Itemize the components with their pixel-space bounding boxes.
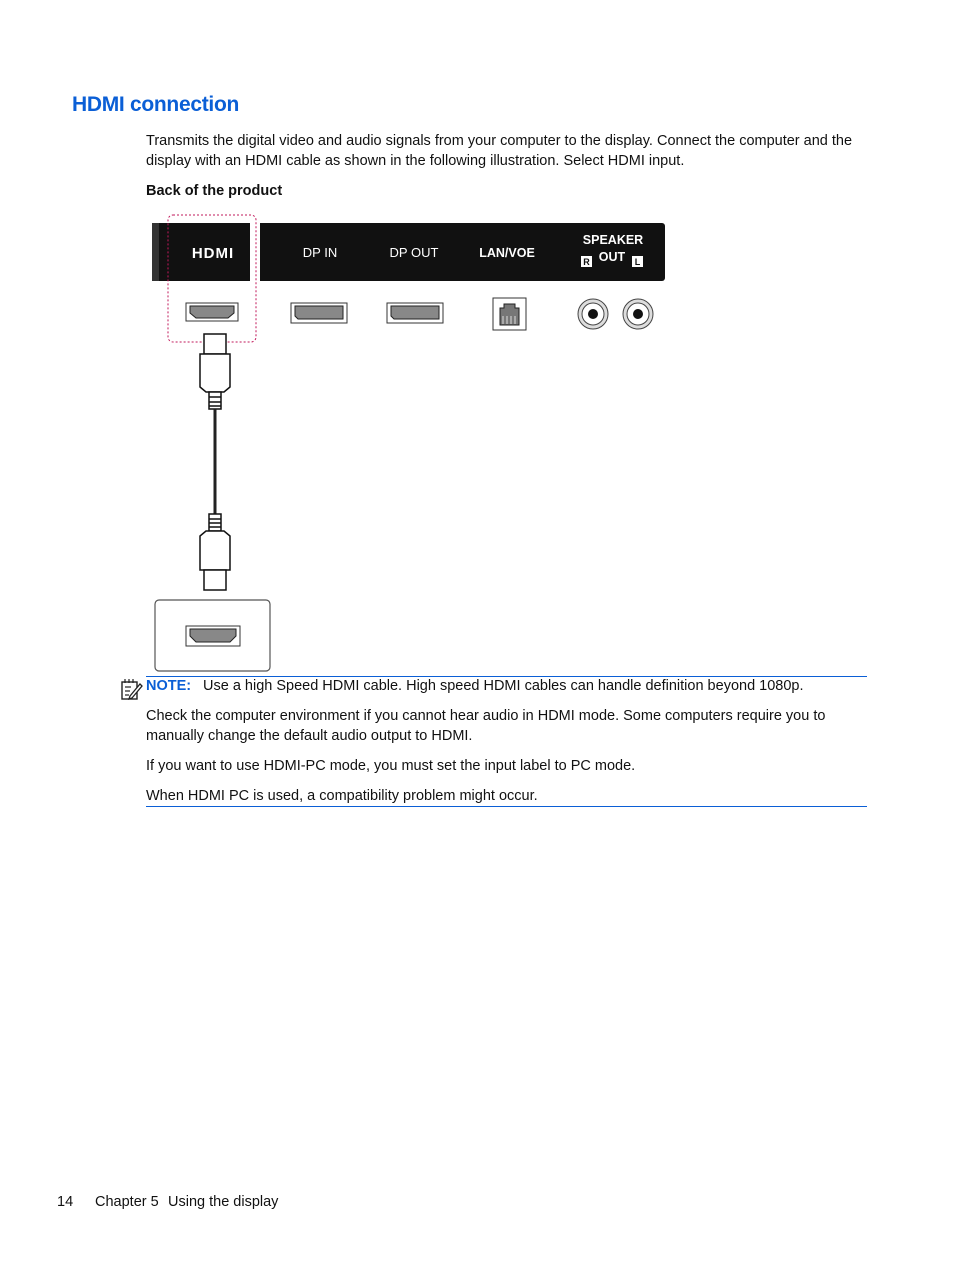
hdmi-port bbox=[186, 303, 238, 321]
hdmi-connection-illustration bbox=[146, 212, 676, 676]
dp-in-port-label: DP IN bbox=[302, 245, 338, 260]
hdmi-port-label: HDMI bbox=[191, 245, 235, 262]
note-label: NOTE: bbox=[146, 678, 192, 694]
dp-in-port bbox=[291, 303, 347, 323]
footer-chapter-title: Using the display bbox=[168, 1194, 279, 1210]
dp-out-port bbox=[387, 303, 443, 323]
note-first-line: Use a high Speed HDMI cable. High speed HDMI cables can handle definition beyond 1080p. bbox=[203, 678, 804, 694]
figure-caption: Back of the product bbox=[146, 183, 283, 199]
computer-device bbox=[155, 600, 270, 671]
note-paragraph-audio: Check the computer environment if you cannot hear audio in HDMI mode. Some computers require you to manually change the default audio output to HDMI. bbox=[146, 708, 826, 744]
section-title: HDMI connection bbox=[72, 93, 239, 116]
speaker-jack-left bbox=[623, 299, 653, 329]
speaker-label: SPEAKER bbox=[582, 233, 644, 247]
page-number: 14 bbox=[57, 1194, 74, 1210]
speaker-left-label: L bbox=[634, 257, 641, 267]
note-paragraph-compatibility: When HDMI PC is used, a compatibility problem might occur. bbox=[146, 788, 538, 804]
speaker-right-label: R bbox=[583, 257, 590, 267]
lan-port-label: LAN/VOE bbox=[479, 246, 535, 260]
speaker-out-label: OUT bbox=[598, 250, 626, 264]
footer-chapter: Chapter 5 bbox=[95, 1194, 159, 1210]
dp-out-port-label: DP OUT bbox=[389, 245, 439, 260]
hdmi-cable bbox=[200, 334, 230, 590]
note-bottom-rule bbox=[146, 806, 867, 807]
speaker-jack-right bbox=[578, 299, 608, 329]
note-pencil-icon bbox=[120, 677, 144, 701]
lan-port bbox=[493, 298, 526, 330]
intro-paragraph: Transmits the digital video and audio signals from your computer to the display. Connect the computer and the display with an HDMI cable as shown in the following illustration. Select HDMI input. bbox=[146, 133, 853, 169]
note-paragraph-pc-mode: If you want to use HDMI-PC mode, you must set the input label to PC mode. bbox=[146, 758, 636, 774]
